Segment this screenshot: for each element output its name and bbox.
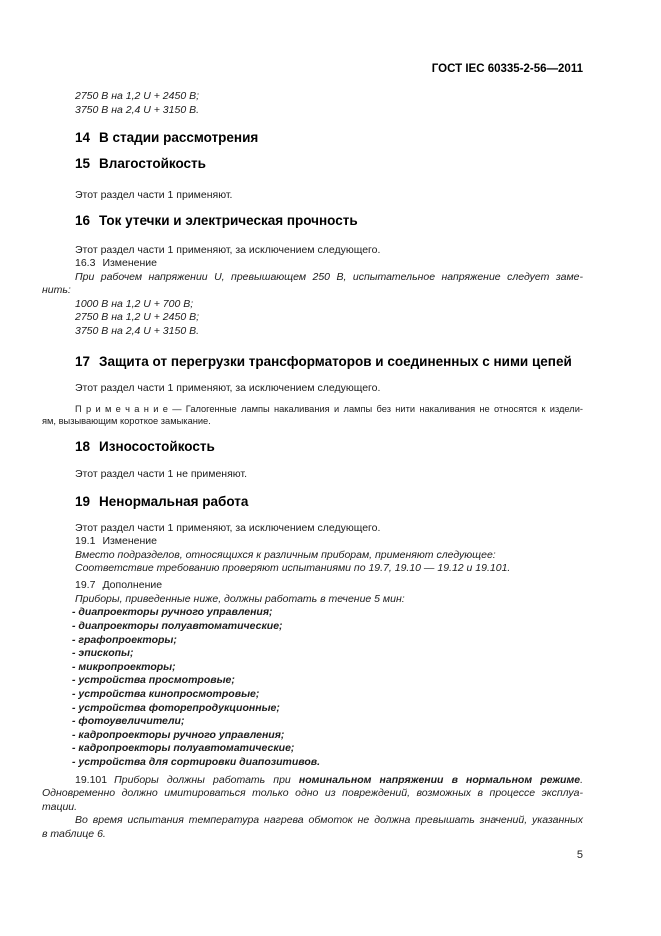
- section-number: 14: [75, 130, 91, 145]
- section-17-intro: Этот раздел части 1 применяют, за исключением следующего.: [75, 382, 381, 394]
- amendment-text: При рабочем напряжении U, превышающем 250 В, испытательное напряжение следует заме-: [75, 270, 583, 283]
- doc-code-header: ГОСТ IEC 60335-2-56—2011: [431, 63, 583, 75]
- section-number: 18: [75, 438, 91, 454]
- requirement-continuation: тации.: [42, 800, 78, 813]
- requirement-continuation: Одновременно должно имитироваться только одно из повреждений, возможных в процессе эксплуа-: [42, 787, 583, 800]
- device-list-item: - устройства просмотровые;: [72, 674, 235, 687]
- device-list-item: - графопроекторы;: [72, 633, 177, 646]
- section-18-heading: [42, 439, 583, 455]
- requirement-text-end: .: [580, 773, 583, 786]
- section-19-body: [42, 522, 583, 841]
- section-title: Влагостойкость: [99, 156, 206, 171]
- amendment-text: Вместо подразделов, относящихся к различным приборам, применяют следующее:: [75, 548, 496, 561]
- note-line: [42, 403, 583, 415]
- device-list-item: - устройства кинопросмотровые;: [72, 687, 260, 700]
- device-list-item: - устройства для сортировки диапозитивов.: [72, 755, 321, 768]
- section-15-body: Этот раздел части 1 применяют.: [75, 189, 233, 201]
- section-16-heading: [42, 213, 583, 229]
- subsection-label: Дополнение: [102, 579, 163, 592]
- section-title: В стадии рассмотрения: [99, 130, 259, 145]
- amendment-text: Соответствие требованию проверяют испытаниями по 19.7, 19.10 — 19.12 и 19.101.: [75, 562, 511, 575]
- subsection-19-7: [42, 579, 583, 593]
- voltage-line: 1000 В на 1,2 U + 700 В;: [75, 297, 194, 310]
- subsection-19-1: [42, 535, 583, 549]
- note-label: П р и м е ч а н и е: [75, 403, 168, 414]
- requirement-emphasis: номинальном напряжении в нормальном режиме: [298, 773, 581, 786]
- device-list-item: - эпископы;: [72, 647, 134, 660]
- device-list: [42, 606, 583, 769]
- closing-text: Во время испытания температура нагрева обмоток не должна превышать значений, указанных: [75, 814, 583, 827]
- closing-text-continuation: в таблице 6.: [42, 827, 106, 840]
- subsection-number: 19.1: [75, 535, 96, 548]
- page-number: 5: [576, 849, 583, 862]
- section-title: Ток утечки и электрическая прочность: [99, 212, 358, 228]
- addition-intro: Приборы, приведенные ниже, должны работать в течение 5 мин:: [75, 592, 405, 605]
- section-title: Ненормальная работа: [99, 493, 249, 509]
- subsection-number: 16.3: [75, 257, 96, 269]
- subsection-number: 19.7: [75, 579, 96, 592]
- section-17-heading: [42, 354, 583, 370]
- device-list-item: - диапроекторы ручного управления;: [72, 606, 273, 619]
- voltage-line: 3750 В на 2,4 U + 3150 В.: [75, 324, 199, 337]
- section-14-heading: [42, 130, 583, 146]
- section-19-heading: [42, 494, 583, 510]
- device-list-item: - микропроекторы;: [72, 660, 176, 673]
- subsection-19-101: [42, 774, 583, 842]
- voltage-line: 2750 В на 1,2 U + 2450 В;: [75, 311, 199, 323]
- quote-line: 3750 В на 2,4 U + 3150 В.: [75, 103, 199, 116]
- device-list-item: - фотоувеличители;: [72, 715, 185, 728]
- section-15-heading: [42, 156, 583, 172]
- subsection-number: 19.101: [75, 773, 108, 786]
- section-16-body: [42, 244, 583, 339]
- note-line-continuation: ям, вызывающим короткое замыкание.: [42, 415, 211, 426]
- section-title: Износостойкость: [99, 438, 215, 454]
- section-title: Защита от перегрузки трансформаторов и соединенных с ними цепей: [99, 354, 572, 369]
- section-19-intro: Этот раздел части 1 применяют, за исключением следующего.: [75, 521, 381, 534]
- section-number: 16: [75, 212, 91, 228]
- subsection-19-101-first-line: [42, 774, 583, 788]
- requirement-text: Приборы должны работать при: [114, 773, 299, 786]
- subsection-label: Изменение: [102, 535, 157, 548]
- amendment-text-continuation: нить:: [42, 284, 71, 296]
- section-number: 19: [75, 493, 91, 509]
- section-number: 17: [75, 354, 91, 369]
- subsection-16-3: [42, 257, 583, 271]
- subsection-label: Изменение: [102, 257, 157, 269]
- section-number: 15: [75, 156, 91, 171]
- section-18-body: Этот раздел части 1 не применяют.: [75, 467, 247, 480]
- device-list-item: - кадропроекторы ручного управления;: [72, 728, 285, 741]
- top-quote-block: [42, 90, 583, 117]
- section-16-intro: Этот раздел части 1 применяют, за исключением следующего.: [75, 243, 381, 256]
- device-list-item: - устройства фоторепродукционные;: [72, 701, 280, 714]
- quote-line: 2750 В на 1,2 U + 2450 В;: [75, 90, 199, 102]
- device-list-item: - кадропроекторы полуавтоматические;: [72, 742, 295, 755]
- note-text: — Галогенные лампы накаливания и лампы без нити накаливания не относятся к издели-: [167, 403, 583, 414]
- section-17-note: [42, 403, 583, 427]
- device-list-item: - диапроекторы полуавтоматические;: [72, 620, 283, 632]
